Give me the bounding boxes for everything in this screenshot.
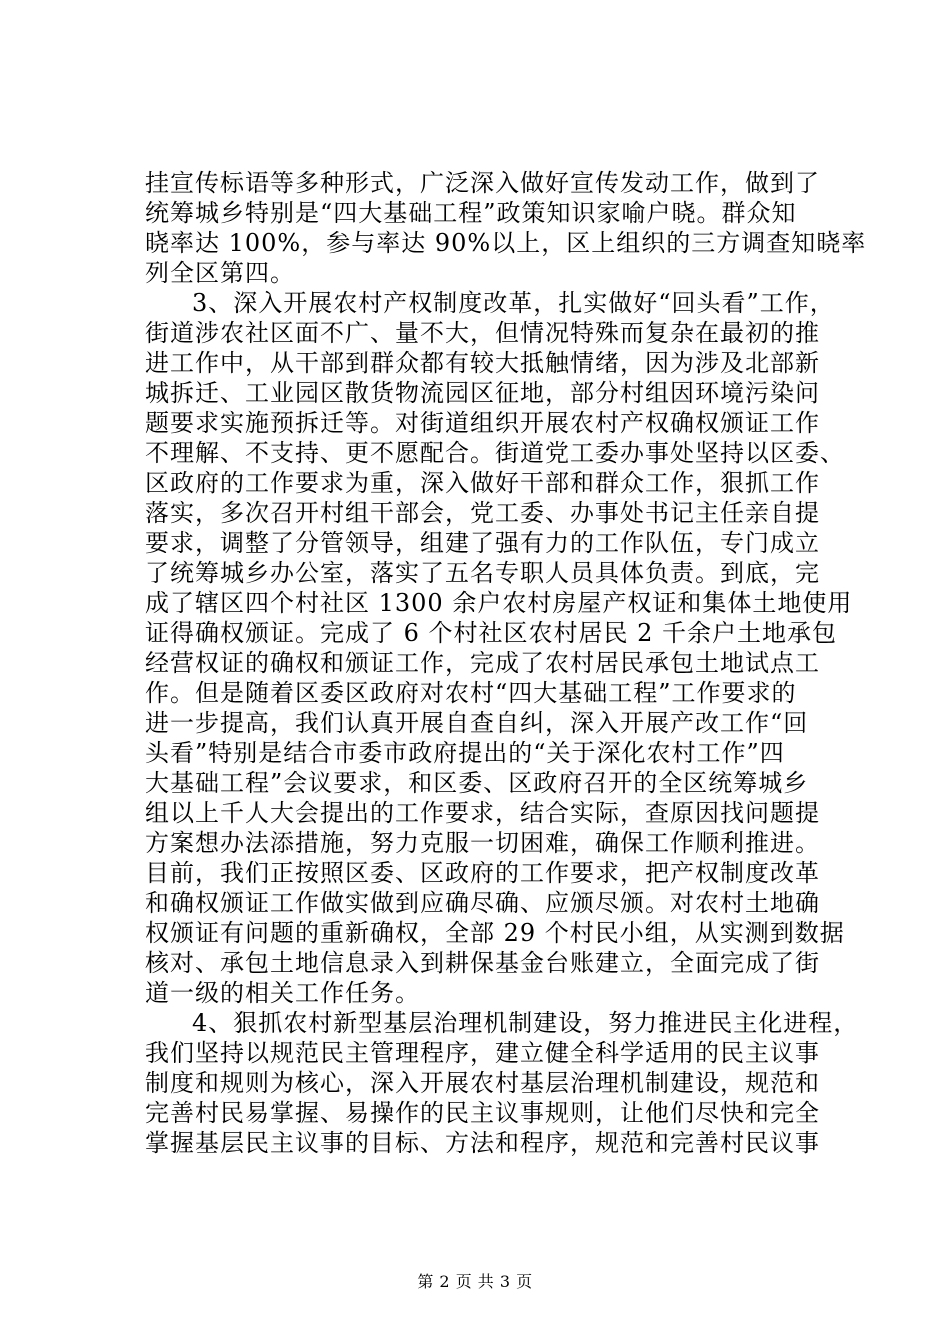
text-line: 街道涉农社区面不广、量不大，但情况特殊而复杂在最初的推 <box>145 319 820 347</box>
text-line: 我们坚持以规范民主管理程序，建立健全科学适用的民主议事 <box>145 1039 820 1067</box>
text-line: 完善村民易掌握、易操作的民主议事规则，让他们尽快和完全 <box>145 1099 820 1127</box>
text-line: 挂宣传标语等多种形式，广泛深入做好宣传发动工作，做到了 <box>145 169 820 197</box>
text-line: 证得确权颁证。完成了 6 个村社区农村居民 2 千余户土地承包 <box>145 619 838 647</box>
text-line: 制度和规则为核心，深入开展农村基层治理机制建设，规范和 <box>145 1069 820 1097</box>
text-line: 了统筹城乡办公室，落实了五名专职人员具体负责。到底，完 <box>145 559 820 587</box>
page-footer: 第 2 页 共 3 页 <box>417 1272 533 1291</box>
text-line: 经营权证的确权和颁证工作，完成了农村居民承包土地试点工 <box>145 649 820 677</box>
text-line: 头看”特别是结合市委市政府提出的“关于深化农村工作”四 <box>145 739 785 767</box>
text-line: 进工作中，从干部到群众都有较大抵触情绪，因为涉及北部新 <box>145 349 820 377</box>
text-line: 落实，多次召开村组干部会，党工委、办事处书记主任亲自提 <box>145 499 820 527</box>
text-line: 方案想办法添措施，努力克服一切困难，确保工作顺利推进。 <box>145 829 820 857</box>
text-line: 不理解、不支持、更不愿配合。街道党工委办事处坚持以区委、 <box>145 439 845 467</box>
text-line: 权颁证有问题的重新确权，全部 29 个村民小组，从实测到数据 <box>145 919 845 947</box>
text-line: 要求，调整了分管领导，组建了强有力的工作队伍，专门成立 <box>145 529 820 557</box>
text-line: 进一步提高，我们认真开展自查自纠，深入开展产改工作“回 <box>145 709 809 737</box>
text-line: 掌握基层民主议事的目标、方法和程序，规范和完善村民议事 <box>145 1129 820 1157</box>
text-line: 大基础工程”会议要求，和区委、区政府召开的全区统筹城乡 <box>145 769 809 797</box>
text-line: 题要求实施预拆迁等。对街道组织开展农村产权确权颁证工作 <box>145 409 820 437</box>
text-line: 晓率达 100%，参与率达 90%以上，区上组织的三方调查知晓率 <box>145 229 867 257</box>
text-line: 和确权颁证工作做实做到应确尽确、应颁尽颁。对农村土地确 <box>145 889 820 917</box>
paragraph-start-line: 3、深入开展农村产权制度改革，扎实做好“回头看”工作， <box>192 289 835 317</box>
text-line: 目前，我们正按照区委、区政府的工作要求，把产权制度改革 <box>145 859 820 887</box>
text-line: 列全区第四。 <box>145 259 295 287</box>
body-text <box>145 168 867 1158</box>
text-line: 统筹城乡特别是“四大基础工程”政策知识家喻户晓。群众知 <box>145 199 797 227</box>
paragraph-start-line: 4、狠抓农村新型基层治理机制建设，努力推进民主化进程， <box>192 1009 859 1037</box>
text-line: 作。但是随着区委区政府对农村“四大基础工程”工作要求的 <box>145 679 797 707</box>
text-line: 区政府的工作要求为重，深入做好干部和群众工作，狠抓工作 <box>145 469 820 497</box>
text-line: 组以上千人大会提出的工作要求，结合实际，查原因找问题提 <box>145 799 820 827</box>
text-line: 城拆迁、工业园区散货物流园区征地，部分村组因环境污染问 <box>145 379 820 407</box>
text-line: 成了辖区四个村社区 1300 余户农村房屋产权证和集体土地使用 <box>145 589 853 617</box>
text-line: 核对、承包土地信息录入到耕保基金台账建立，全面完成了街 <box>145 949 820 977</box>
text-line: 道一级的相关工作任务。 <box>145 979 420 1007</box>
